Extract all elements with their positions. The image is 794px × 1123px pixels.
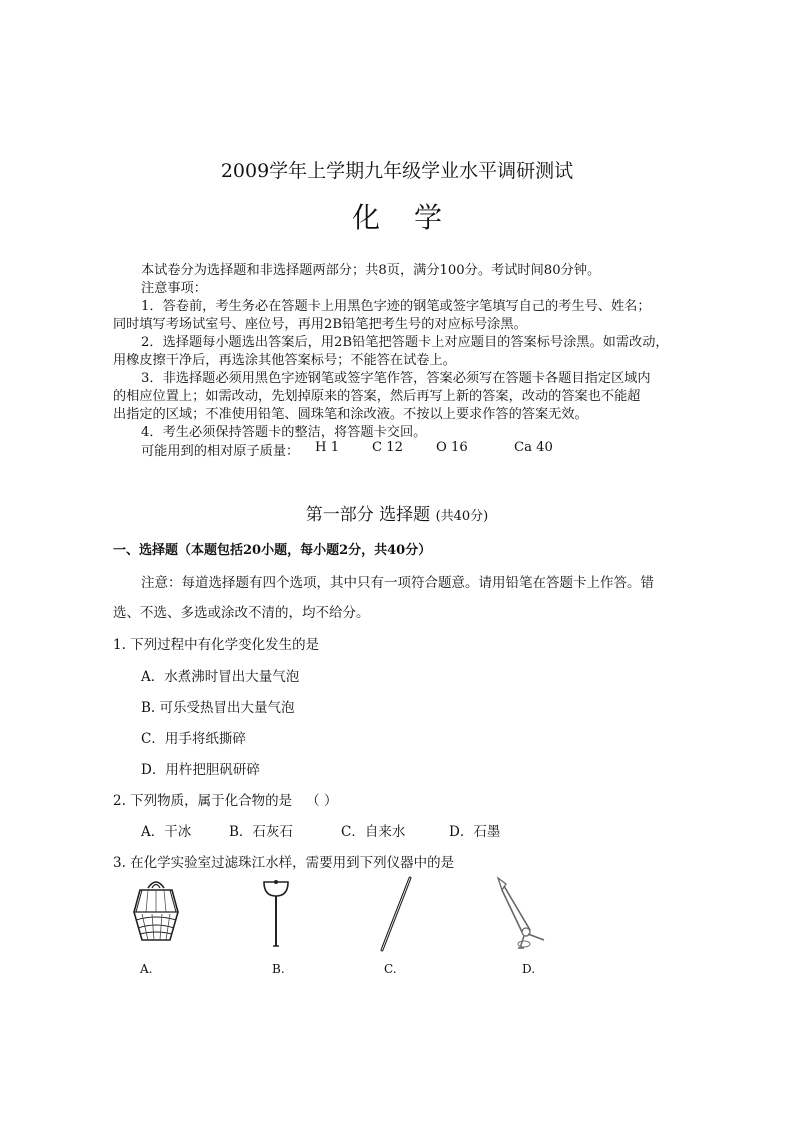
atomic-mass-label: 可能用到的相对原子质量： — [141, 444, 300, 459]
deflagrating-spoon-icon — [258, 874, 294, 950]
question-2-option-a: A．干冰 — [141, 824, 192, 840]
note-line: 3．非选择题必须用黑色字迹钢笔或签字笔作答，答案必须写在答题卡各题目指定区域内 — [141, 371, 651, 386]
atomic-mass-row — [141, 440, 601, 458]
question-2-option-d: D．石墨 — [449, 824, 501, 840]
exam-title: 2009学年上学期九年级学业水平调研测试 — [220, 160, 574, 182]
subject-title: 化学 — [351, 201, 476, 234]
note-line: 1．答卷前，考生务必在答题卡上用黑色字迹的钢笔或签字笔填写自己的考生号、姓名； — [141, 299, 651, 314]
question-1-option-b: B. 可乐受热冒出大量气泡 — [141, 700, 295, 716]
part-one-title — [0, 500, 794, 525]
glass-rod-icon — [376, 874, 416, 954]
question-2-options — [141, 820, 561, 840]
question-3-caption-c: C. — [384, 962, 397, 976]
question-3-caption-d: D. — [522, 962, 536, 976]
section-instruction: 注意：每道选择题有四个选项，其中只有一项符合题意。请用铅笔在答题卡上作答。错 — [141, 575, 654, 591]
gauze-basket-icon — [128, 874, 184, 946]
section-instruction-cont: 选、不选、多选或涂改不清的，均不给分。 — [113, 605, 370, 621]
question-2-text: 2. 下列物质，属于化合物的是 — [113, 793, 293, 809]
note-line: 4．考生必须保持答题卡的整洁，将答题卡交回。 — [141, 425, 427, 440]
question-3-stem: 3. 在化学实验室过滤珠江水样，需要用到下列仪器中的是 — [113, 855, 455, 871]
question-2-stem — [113, 789, 337, 809]
note-line: 用橡皮擦干净后，再选涂其他答案标号；不能答在试卷上。 — [113, 353, 456, 368]
question-3-caption-b: B. — [272, 962, 285, 976]
note-line: 同时填写考场试室号、座位号，再用2B铅笔把考生号的对应标号涂黑。 — [113, 317, 527, 332]
intro-text: 本试卷分为选择题和非选择题两部分；共8页，满分100分。考试时间80分钟。 — [141, 263, 601, 278]
question-2-option-c: C．自来水 — [341, 824, 406, 840]
note-line: 的相应位置上；如需改动，先划掉原来的答案，然后再写上新的答案，改动的答案也不能超 — [113, 389, 641, 404]
atomic-mass-h: H 1 — [315, 440, 340, 455]
section-heading: 一、选择题（本题包括20小题，每小题2分，共40分） — [113, 543, 432, 558]
atomic-mass-o: O 16 — [436, 440, 468, 455]
notes-heading: 注意事项： — [141, 281, 207, 296]
question-3-caption-a: A. — [140, 962, 153, 976]
answer-paren: （ ） — [306, 793, 338, 809]
part-one-score: (共40分) — [435, 509, 489, 524]
atomic-mass-c: C 12 — [372, 440, 404, 455]
crucible-tongs-icon — [490, 874, 552, 954]
note-line: 出指定的区域；不准使用铅笔、圆珠笔和涂改液。不按以上要求作答的答案无效。 — [113, 407, 588, 422]
part-one-label: 第一部分 选择题 — [305, 505, 431, 525]
question-1-option-c: C．用手将纸撕碎 — [141, 731, 246, 747]
question-1-stem: 1. 下列过程中有化学变化发生的是 — [113, 637, 320, 653]
atomic-mass-ca: Ca 40 — [514, 440, 553, 455]
question-2-option-b: B．石灰石 — [229, 824, 293, 840]
question-1-option-d: D．用杵把胆矾研碎 — [141, 762, 260, 778]
question-1-option-a: A．水煮沸时冒出大量气泡 — [141, 669, 300, 685]
note-line: 2．选择题每小题选出答案后，用2B铅笔把答题卡上对应题目的答案标号涂黑。如需改动， — [141, 335, 669, 350]
